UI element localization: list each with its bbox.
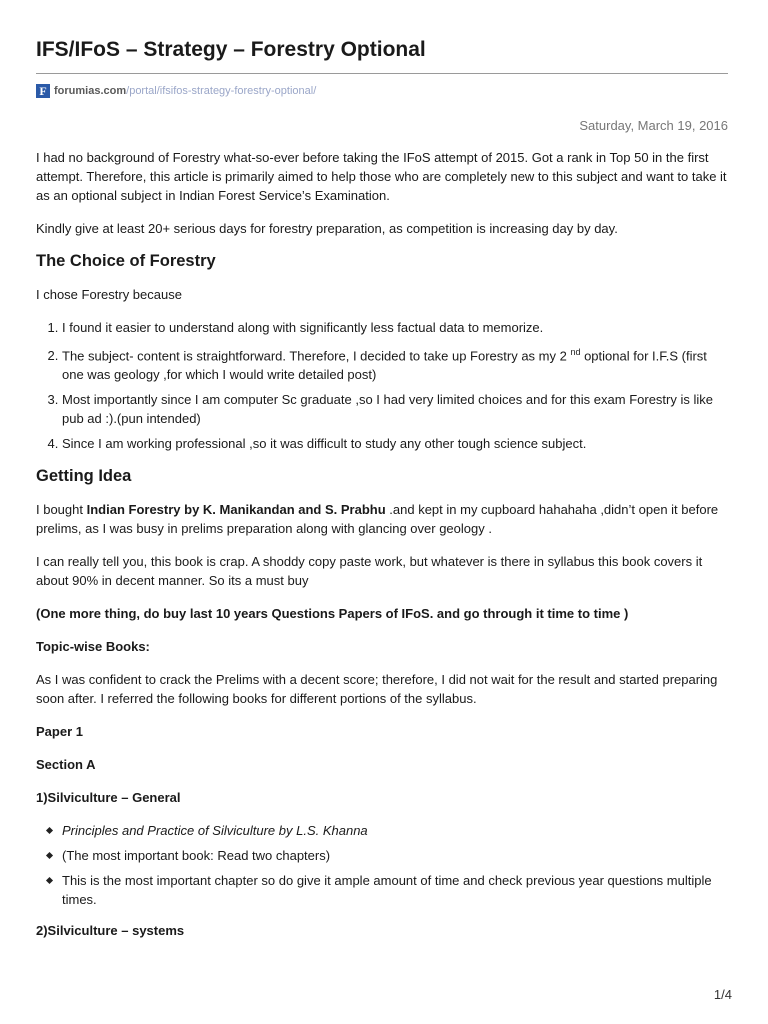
section-label: Section A — [36, 757, 96, 773]
subtopic-label: 1)Silviculture – General — [36, 790, 181, 806]
topic-books-heading: Topic-wise Books: — [36, 639, 150, 655]
idea-paragraph: As I was confident to crack the Prelims with a decent score; therefore, I did not wait for the result and started preparing soon after. I referred the following books for different portions of the syllabus. — [36, 672, 718, 707]
idea-paragraph: I bought Indian Forestry by K. Manikandan and S. Prabhu .and kept in my cupboard hahahaha ,didn’t open it before prelims, as I was busy in prelims preparation along with glancing over geology . — [36, 502, 719, 537]
list-item: Principles and Practice of Silviculture by L.S. Khanna — [62, 821, 728, 840]
source-domain[interactable]: forumias.com — [54, 85, 127, 97]
page-number: 1/4 — [713, 987, 732, 1002]
paper-label: Paper 1 — [36, 724, 83, 740]
diamond-bullet-icon — [46, 852, 53, 859]
section-heading-choice: The Choice of Forestry — [36, 252, 216, 270]
list-item: This is the most important chapter so do give it ample amount of time and check previous year questions multiple times. — [62, 871, 728, 909]
list-item: 3. Most importantly since I am computer Sc graduate ,so I had very limited choices and for this exam Forestry is like pub ad :).(pun intended) — [62, 390, 728, 428]
article-body — [36, 148, 728, 954]
source-path[interactable]: /portal/ifsifos-strategy-forestry-optional/ — [126, 85, 317, 97]
title-divider — [36, 73, 728, 74]
list-item: 4. Since I am working professional ,so it was difficult to study any other tough science subject. — [62, 434, 728, 453]
list-item: 1. I found it easier to understand along with significantly less factual data to memorize. — [62, 318, 728, 337]
book-bullets — [36, 821, 728, 909]
forumias-logo-icon: F — [36, 84, 50, 98]
diamond-bullet-icon — [46, 877, 53, 884]
section-heading-idea: Getting Idea — [36, 467, 132, 486]
question-papers-note: (One more thing, do buy last 10 years Questions Papers of IFoS. and go through it time to time ) — [36, 606, 629, 622]
subtopic-label: 2)Silviculture – systems — [36, 923, 185, 939]
page-title: IFS/IFoS – Strategy – Forestry Optional — [36, 38, 426, 61]
source-link[interactable] — [36, 84, 316, 98]
reasons-list — [36, 318, 728, 453]
list-item: (The most important book: Read two chapters) — [62, 846, 728, 865]
choice-lead: I chose Forestry because — [36, 287, 182, 302]
intro-paragraph: I had no background of Forestry what-so-ever before taking the IFoS attempt of 2015. Got a rank in Top 50 in the first attempt. Therefore, this article is primarily aimed to help those who are completely new to this subject and want to take it as an optional subject in Indian Forest Service’s Examination. — [36, 150, 727, 203]
intro-paragraph: Kindly give at least 20+ serious days for forestry preparation, as competition is increasing day by day. — [36, 221, 618, 236]
diamond-bullet-icon — [46, 827, 53, 834]
list-item: 2. The subject- content is straightforward. Therefore, I decided to take up Forestry as my 2 $^{nd}$ optional for I.F.S (first one was geology ,for which I would write detailed post) — [62, 343, 728, 384]
book-title: Indian Forestry by K. Manikandan and S. Prabhu — [86, 502, 386, 518]
post-date: Saturday, March 19, 2016 — [579, 118, 728, 133]
idea-paragraph: I can really tell you, this book is crap. A shoddy copy paste work, but whatever is there in syllabus this book covers it about 90% in decent manner. So its a must buy — [36, 554, 703, 589]
